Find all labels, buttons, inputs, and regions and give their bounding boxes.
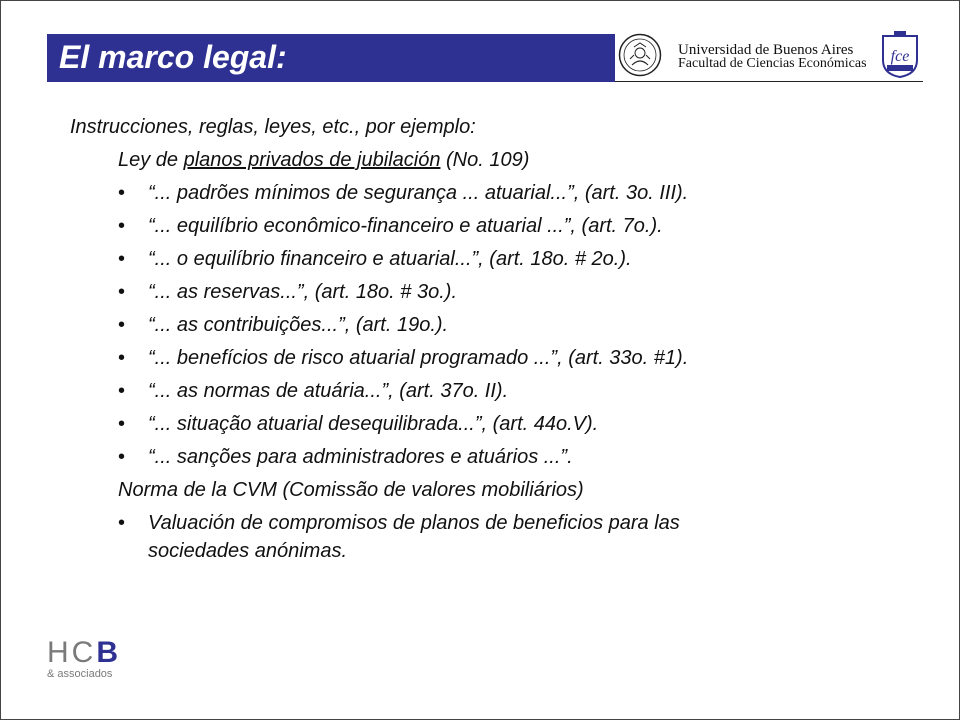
bullet-marker: • [118, 413, 126, 435]
hcb-letter-b: B [96, 636, 122, 669]
bullet-marker: • [118, 512, 126, 534]
law-link: planos privados de jubilación [183, 149, 441, 171]
bullet-marker: • [118, 446, 126, 468]
intro-text: Instrucciones, reglas, leyes, etc., por ejemplo: [70, 116, 476, 138]
university-name [678, 43, 867, 71]
law-bullet-1: “... padrões mínimos de segurança ... atuarial...”, (art. 3o. III). [148, 182, 689, 204]
svg-text:fce: fce [890, 48, 910, 65]
university-line1: Universidad de Buenos Aires [678, 42, 854, 58]
norma-bullet-line2: sociedades anónimas. [148, 540, 348, 562]
norma-bullet-line1: Valuación de compromisos de planos de beneficios para las [148, 512, 680, 534]
bullet-marker: • [118, 314, 126, 336]
fce-logo-icon [880, 30, 920, 78]
bullet-marker: • [118, 347, 126, 369]
law-bullet-8: “... situação atuarial desequilibrada...”, (art. 44o.V). [148, 413, 599, 435]
law-bullet-7: “... as normas de atuária...”, (art. 37o. II). [148, 380, 509, 402]
header-rule [615, 81, 923, 82]
bullet-marker: • [118, 281, 126, 303]
law-bullet-3: “... o equilíbrio financeiro e atuarial...”, (art. 18o. # 2o.). [148, 248, 632, 270]
bullet-marker: • [118, 248, 126, 270]
slide-title: El marco legal: [59, 39, 287, 75]
university-seal-icon [618, 33, 662, 77]
law-bullet-2: “... equilíbrio econômico-financeiro e atuarial ...”, (art. 7o.). [148, 215, 663, 237]
law-bullet-6: “... benefícios de risco atuarial programado ...”, (art. 33o. #1). [148, 347, 689, 369]
hcb-logo [47, 638, 137, 682]
title-bar [47, 34, 615, 82]
law-heading [118, 149, 529, 172]
university-line2: Facultad de Ciencias Económicas [678, 56, 867, 71]
bullet-marker: • [118, 380, 126, 402]
bullet-marker: • [118, 182, 126, 204]
law-prefix: Ley de [118, 149, 184, 171]
norma-heading: Norma de la CVM (Comissão de valores mobiliários) [118, 479, 584, 501]
hcb-letters [47, 638, 121, 668]
law-suffix: (No. 109) [440, 149, 530, 171]
hcb-subtitle: & associados [47, 668, 113, 680]
law-bullet-5: “... as contribuições...”, (art. 19o.). [148, 314, 449, 336]
bullet-marker: • [118, 215, 126, 237]
law-bullet-9: “... sanções para administradores e atuários ...”. [148, 446, 573, 468]
law-bullet-4: “... as reservas...”, (art. 18o. # 3o.). [148, 281, 457, 303]
hcb-letters-hc: HC [47, 636, 97, 669]
